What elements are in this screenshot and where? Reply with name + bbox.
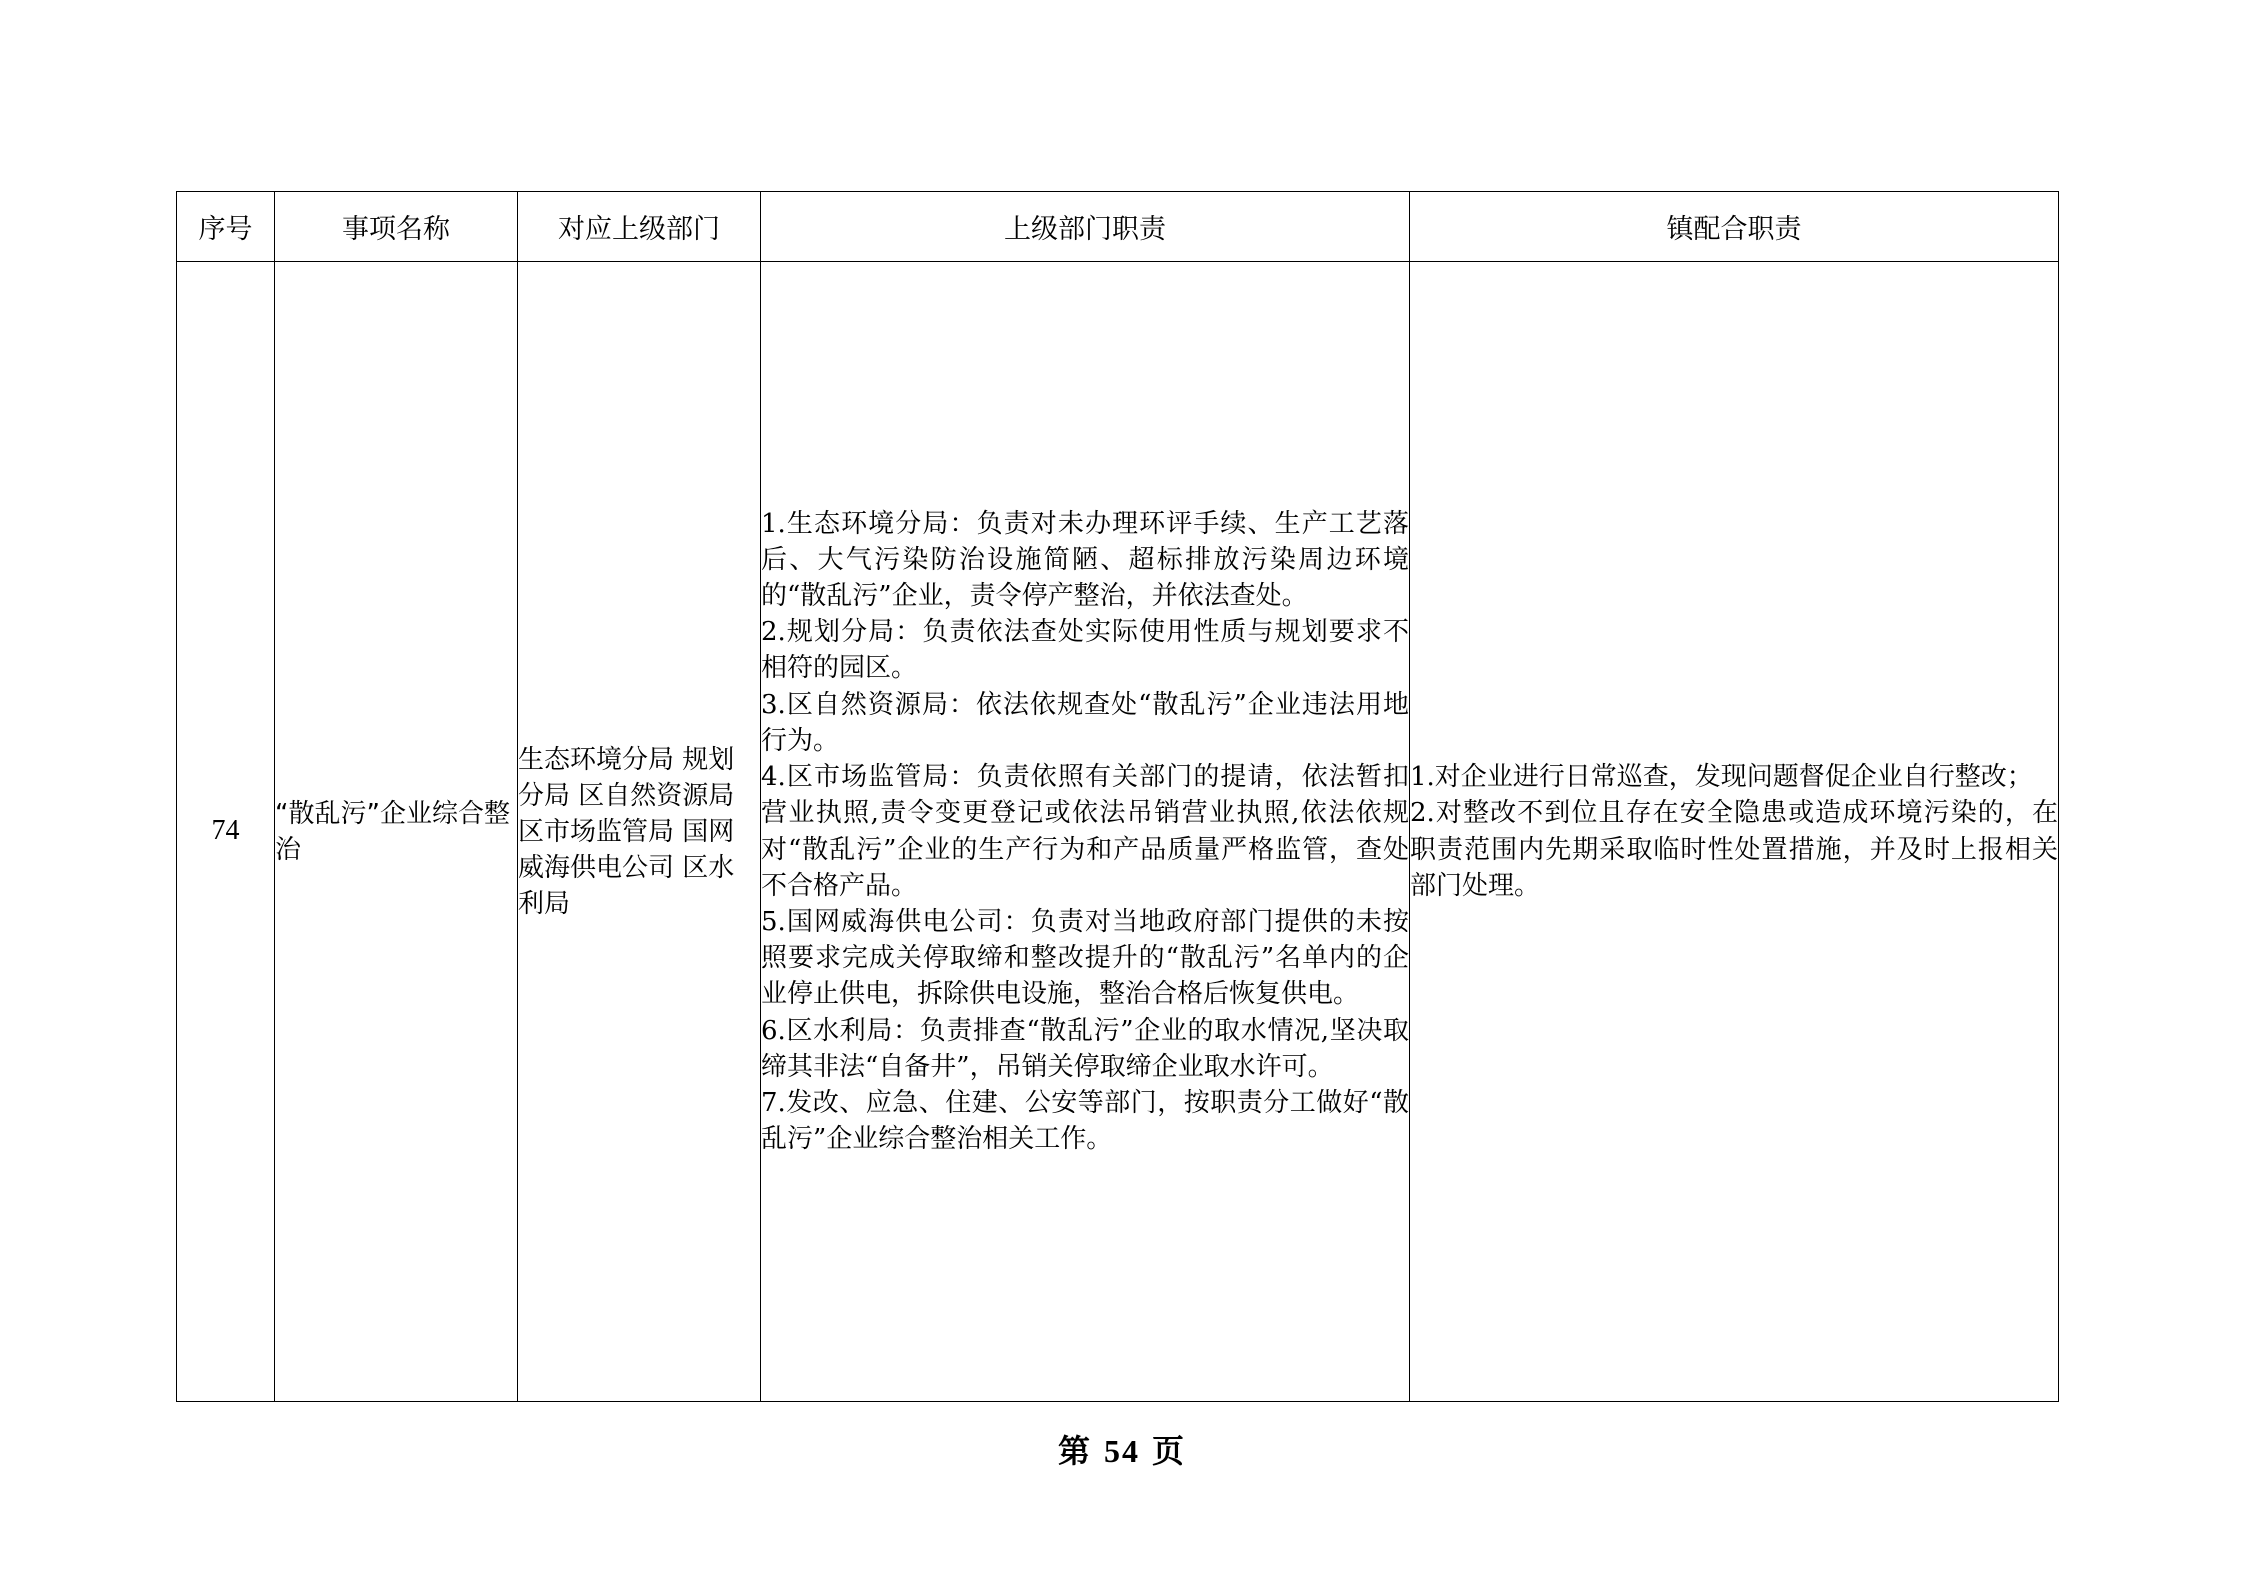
footer-suffix: 页 [1152,1432,1187,1470]
header-item-name: 事项名称 [275,192,518,262]
upper-duty-item: 1.生态环境分局：负责对未办理环评手续、生产工艺落后、大气污染防治设施简陋、超标排放污染周边环境的“散乱污”企业，责令停产整治，并依法查处。 [761,508,1409,612]
row-town-duty [1410,262,2059,1402]
header-upper-dept: 对应上级部门 [518,192,761,262]
header-upper-duty: 上级部门职责 [761,192,1410,262]
upper-duty-item: 7.发改、应急、住建、公安等部门，按职责分工做好“散乱污”企业综合整治相关工作。 [761,1087,1409,1155]
header-row [177,192,2059,262]
upper-duty-item: 4.区市场监管局：负责依照有关部门的提请，依法暂扣营业执照,责令变更登记或依法吊销营业执照,依法依规对“散乱污”企业的生产行为和产品质量严格监管，查处不合格产品。 [761,762,1409,901]
page-number: 54 [1104,1433,1140,1469]
upper-duty-item: 6.区水利局：负责排查“散乱污”企业的取水情况,坚决取缔其非法“自备井”，吊销关停取缔企业取水许可。 [761,1015,1409,1082]
table-row [177,262,2059,1402]
row-upper-dept: 生态环境分局 规划分局 区自然资源局 区市场监管局 国网威海供电公司 区水利局 [518,262,761,1402]
row-item-name: “散乱污”企业综合整治 [275,262,518,1402]
row-number: 74 [177,262,275,1402]
upper-duty-item: 3.区自然资源局：依法依规查处“散乱污”企业违法用地行为。 [761,689,1409,756]
upper-duty-item: 5.国网威海供电公司：负责对当地政府部门提供的未按照要求完成关停取缔和整改提升的“散乱污”名单内的企业停止供电，拆除供电设施，整治合格后恢复供电。 [761,906,1409,1010]
row-upper-duty [761,262,1410,1402]
town-duty-item: 2.对整改不到位且存在安全隐患或造成环境污染的，在职责范围内先期采取临时性处置措施，并及时上报相关部门处理。 [1410,798,2058,901]
footer-prefix: 第 [1057,1432,1092,1470]
header-number: 序号 [177,192,275,262]
header-town-duty: 镇配合职责 [1410,192,2059,262]
page-footer [0,1426,2244,1472]
upper-duty-item: 2.规划分局：负责依法查处实际使用性质与规划要求不相符的园区。 [761,617,1409,684]
town-duty-item: 1.对企业进行日常巡查，发现问题督促企业自行整改； [1410,762,2033,793]
responsibility-table [176,191,2059,1402]
